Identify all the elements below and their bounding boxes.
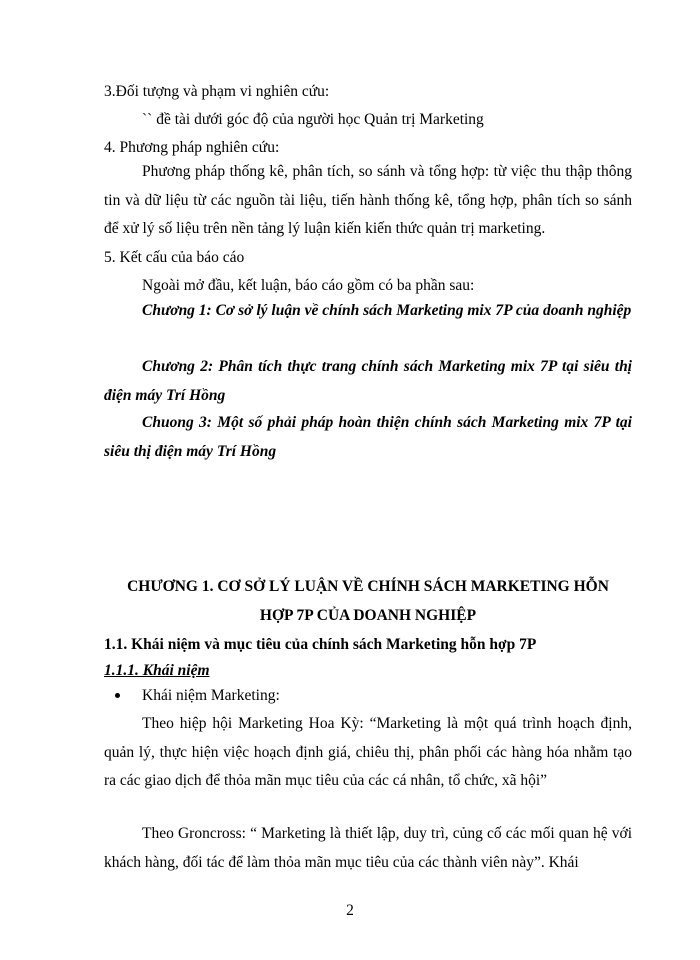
page-number: 2 — [346, 902, 354, 919]
section-4-heading: 4. Phương pháp nghiên cứu: — [104, 139, 280, 156]
section-3-heading: 3.Đối tượng và phạm vi nghiên cứu: — [104, 83, 330, 100]
bullet-item-marketing-concept: Khái niệm Marketing: — [142, 687, 280, 704]
section-5-heading: 5. Kết cấu của báo cáo — [104, 249, 245, 266]
section-4-body: Phương pháp thống kê, phân tích, so sánh và tổng hợp: từ việc thu thập thông tin và dữ liệu từ các nguồn tài liệu, tiến hành thống kê, tổng hợp, phân tích so sánh để xử lý số liệu trên nền tảng lý luận kiến kiến thức quản trị marketing. — [104, 163, 632, 237]
chapter-3-item: Chuong 3: Một số phải pháp hoàn thiện chính sách Marketing mix 7P tại siêu thị điện máy Trí Hồng — [104, 414, 632, 460]
heading-1-1: 1.1. Khái niệm và mục tiêu của chính sách Marketing hỗn hợp 7P — [104, 636, 537, 653]
heading-1-1-1: 1.1.1. Khái niệm — [104, 662, 210, 679]
chapter-1-item: Chương 1: Cơ sở lý luận về chính sách Marketing mix 7P của doanh nghiệp — [142, 302, 632, 319]
chapter-2-item: Chương 2: Phân tích thực trang chính sách Marketing mix 7P tại siêu thị điện máy Trí Hồng — [104, 358, 632, 404]
chapter-title-line-2: HỢP 7P CỦA DOANH NGHIỆP — [259, 607, 477, 624]
section-5-intro: Ngoài mở đầu, kết luận, báo cáo gồm có ba phần sau: — [142, 277, 475, 294]
chapter-title-line-1: CHƯƠNG 1. CƠ SỞ LÝ LUẬN VỀ CHÍNH SÁCH MARKETING HỖN — [127, 578, 609, 595]
paragraph-hoa-ky-definition: Theo hiệp hội Marketing Hoa Kỳ: “Marketing là một quá trình hoạch định, quản lý, thực hiện việc hoạch định giá, chiêu thị, phân phối các hàng hóa nhằm tạo ra các giao dịch để thỏa mãn mục tiêu của các cá nhân, tổ chức, xã hội” — [104, 715, 632, 789]
bullet-icon — [115, 693, 120, 698]
section-3-body: `` đề tài dưới góc độ của người học Quản trị Marketing — [142, 111, 484, 128]
paragraph-groncross-definition: Theo Groncross: “ Marketing là thiết lập, duy trì, củng cố các mối quan hệ với khách hàng, đối tác để làm thỏa mãn mục tiêu của các thành viên này”. Khái — [104, 825, 632, 871]
